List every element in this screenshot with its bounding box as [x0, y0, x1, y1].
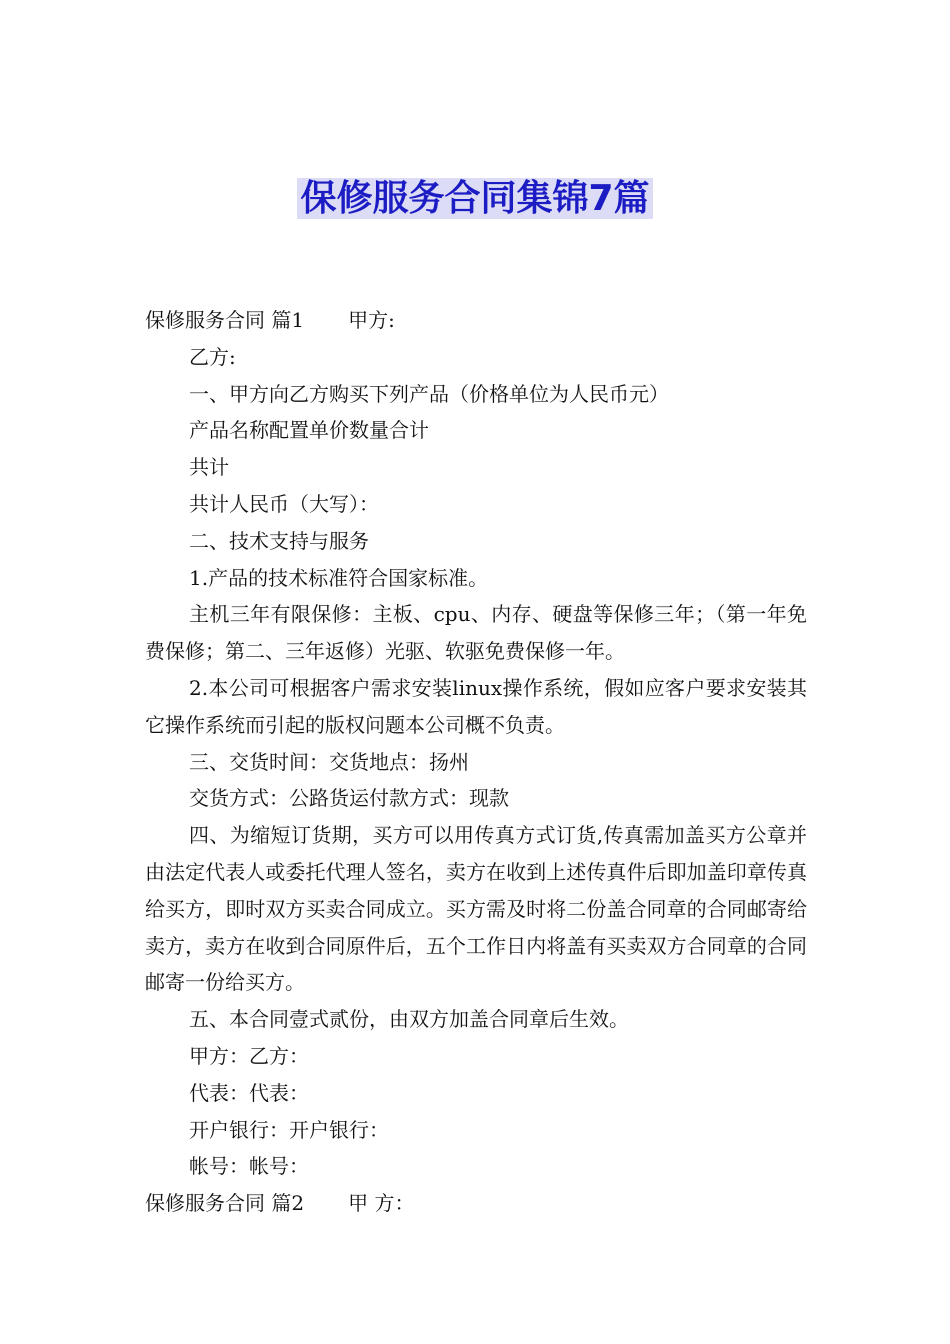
document-body [145, 302, 807, 1222]
section-2-first-line: 甲 方： [348, 1191, 415, 1216]
paragraph: 共计人民币（大写）： [189, 491, 379, 516]
paragraph: 产品名称配置单价数量合计 [189, 418, 429, 443]
paragraph: 甲方：乙方： [189, 1043, 309, 1068]
paragraph: 2.本公司可根据客户需求安装linux操作系统，假如应客户要求安装其它操作系统而引起的版权问题本公司概不负责。 [145, 675, 807, 737]
paragraph: 三、交货时间：交货地点：扬州 [189, 749, 469, 774]
document-title [0, 176, 950, 222]
paragraph: 交货方式：公路货运付款方式：现款 [189, 786, 509, 811]
paragraph: 主机三年有限保修：主板、cpu、内存、硬盘等保修三年；（第一年免费保修；第二、三年返修）光驱、软驱免费保修一年。 [145, 602, 807, 664]
paragraph: 一、甲方向乙方购买下列产品（价格单位为人民币元） [189, 381, 669, 406]
section-1-heading: 保修服务合同 篇1 [145, 308, 305, 332]
section-2-heading-row [145, 1185, 807, 1222]
section-1-heading-row [145, 302, 807, 339]
paragraph: 五、本合同壹式贰份，由双方加盖合同章后生效。 [189, 1007, 629, 1032]
paragraph: 帐号：帐号： [189, 1154, 309, 1179]
paragraph: 四、为缩短订货期，买方可以用传真方式订货,传真需加盖买方公章并由法定代表人或委托代理人签名，卖方在收到上述传真件后即加盖印章传真给买方，即时双方买卖合同成立。买方需及时将二份盖合同章的合同邮寄给卖方，卖方在收到合同原件后，五个工作日内将盖有买卖双方合同章的合同邮寄一份给买方。 [145, 823, 807, 995]
section-1-first-line: 甲方: [348, 308, 395, 332]
paragraph: 开户银行：开户银行： [189, 1117, 389, 1142]
paragraph: 代表：代表： [189, 1080, 309, 1105]
paragraph: 1.产品的技术标准符合国家标准。 [189, 565, 489, 590]
section-2-heading: 保修服务合同 篇2 [145, 1191, 305, 1216]
paragraph: 乙方: [189, 344, 236, 369]
document-title-text: 保修服务合同集锦7篇 [297, 178, 652, 219]
paragraph: 共计 [189, 455, 229, 480]
paragraph: 二、技术支持与服务 [189, 528, 369, 553]
